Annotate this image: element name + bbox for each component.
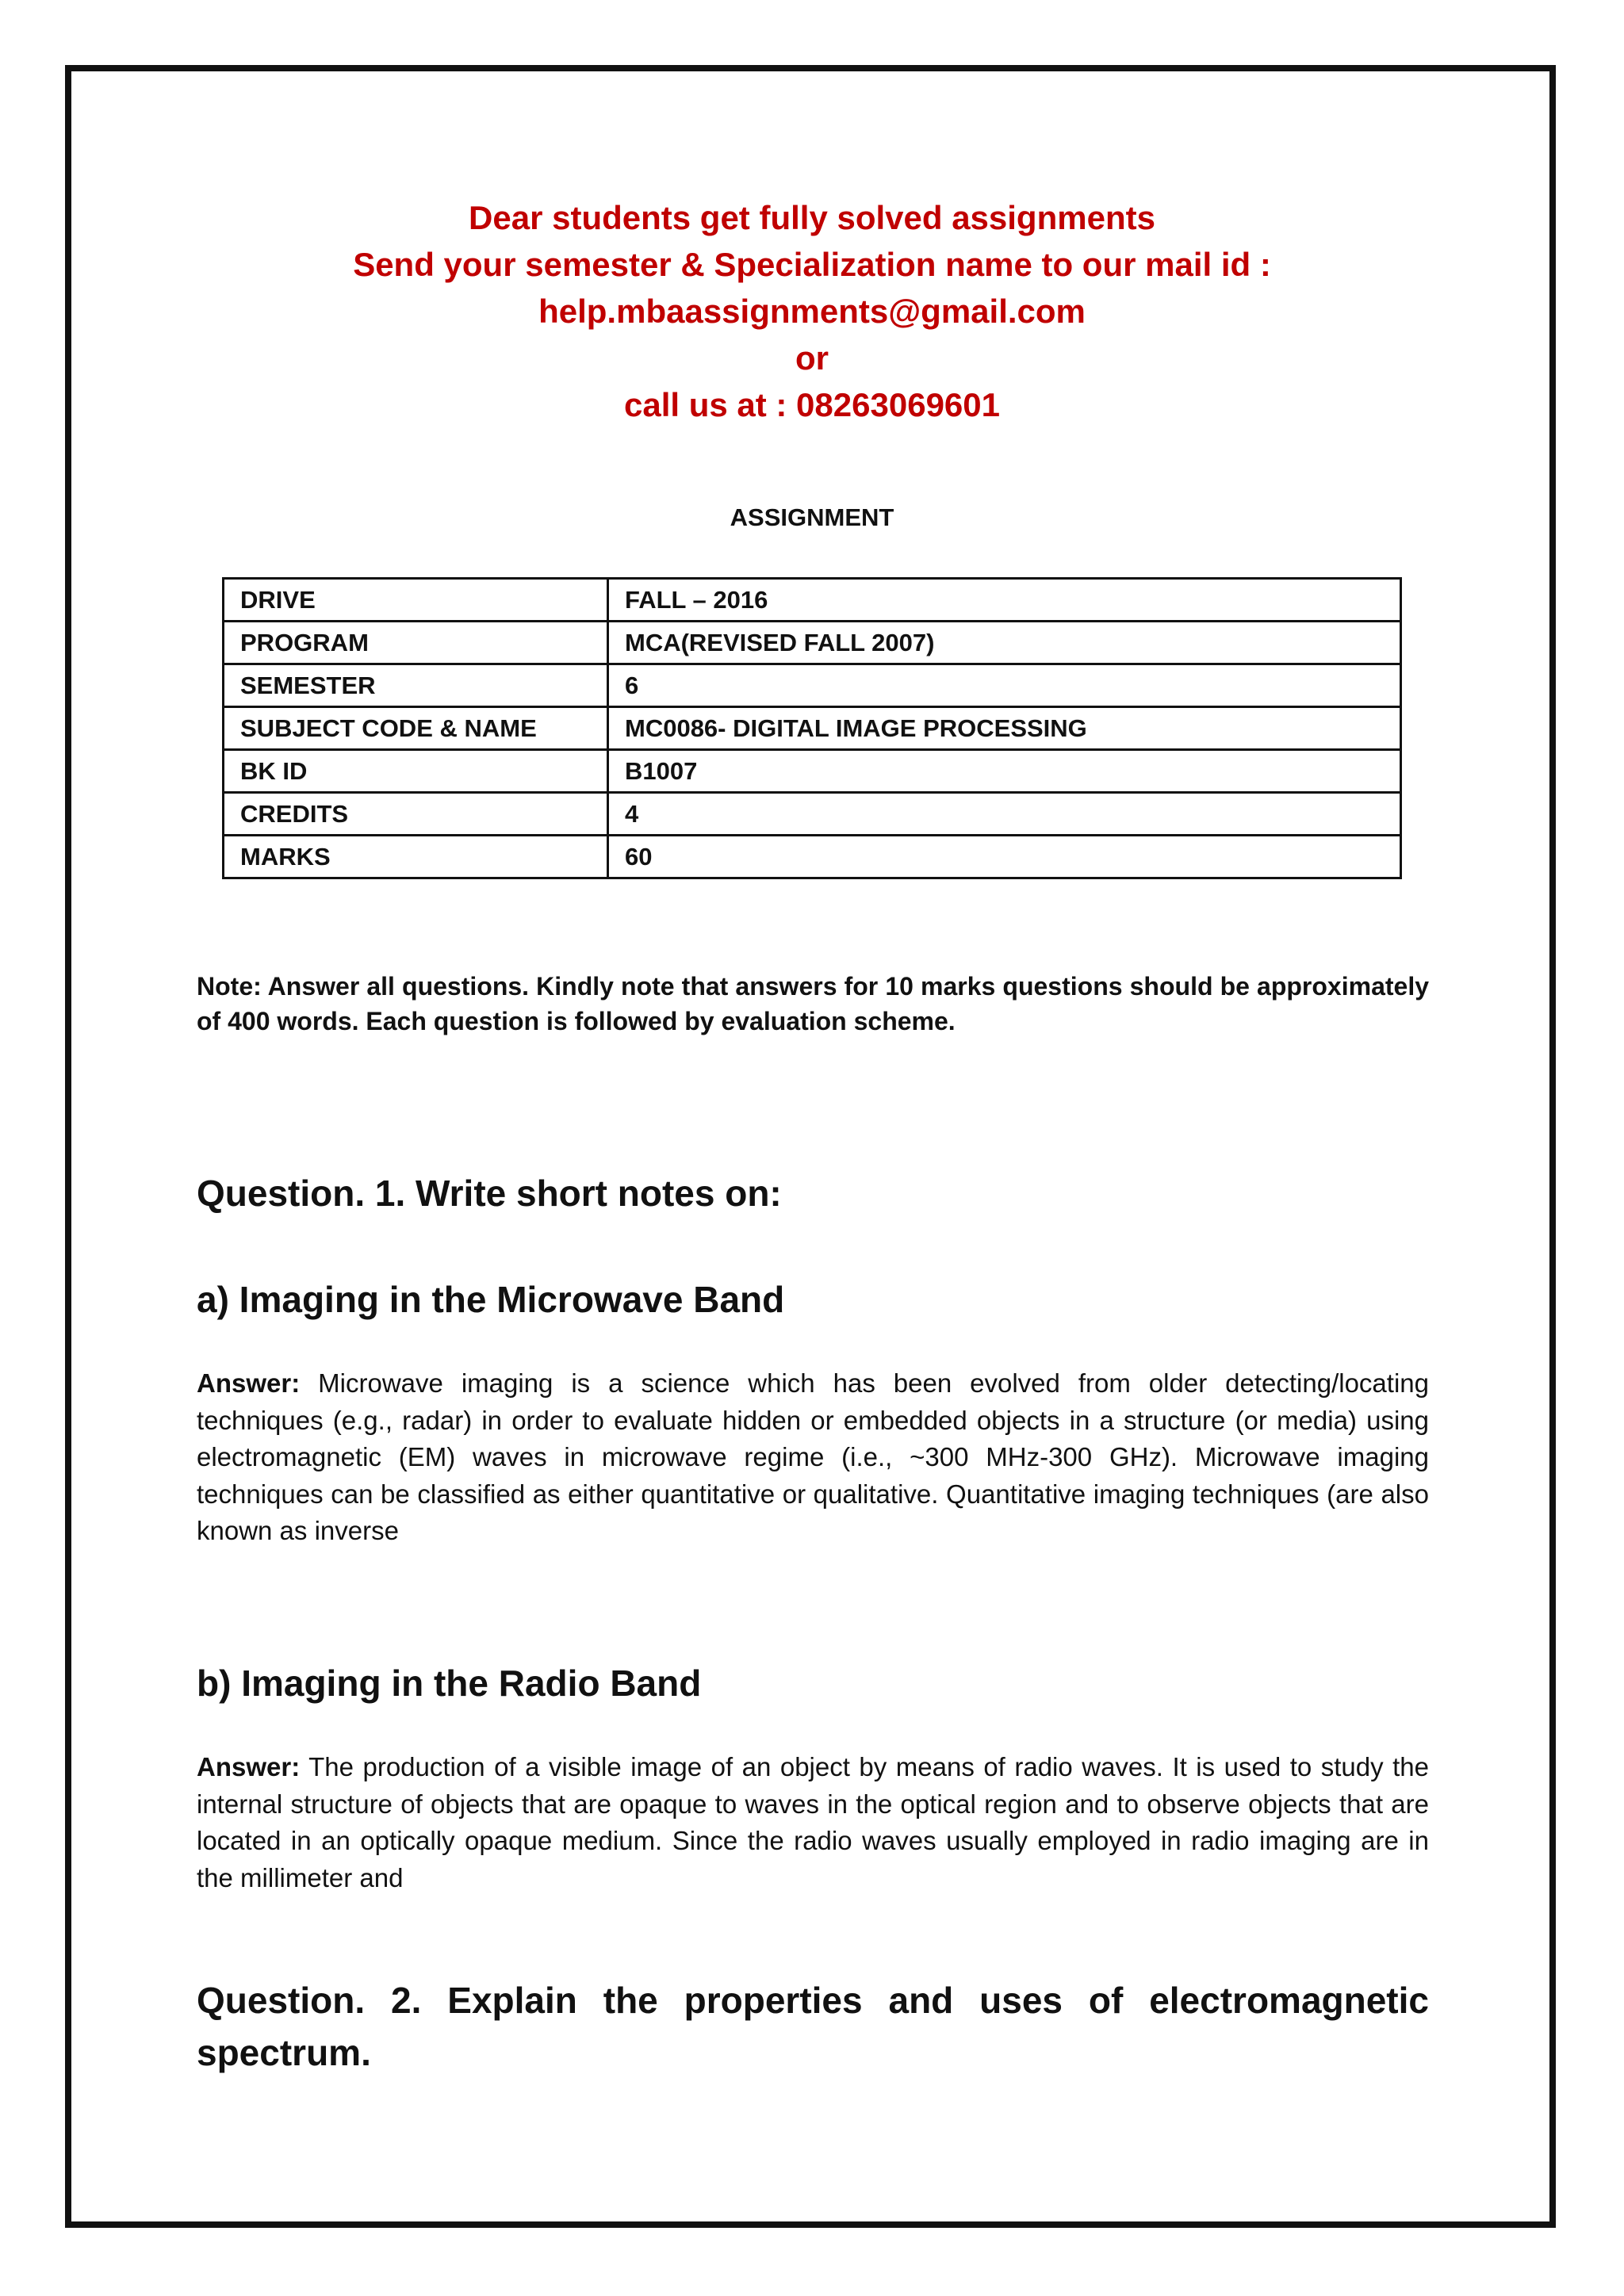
- answer-text: Microwave imaging is a science which has been evolved from older detecting/locating techniques (e.g., radar) in order to evaluate hidden or embedded objects in a structure (or media) using electromagnetic (EM) waves in microwave regime (i.e., ~300 MHz-300 GHz). Microwave imaging techniques can be classified as either quantitative or qualitative. Quantitative imaging techniques (are also known as inverse: [197, 1368, 1429, 1545]
- question-2-title: Question. 2. Explain the properties and uses of electromagnetic spectrum.: [197, 1980, 1429, 2073]
- question-1b-answer: [197, 1749, 1429, 1896]
- assignment-heading: ASSIGNMENT: [730, 503, 894, 531]
- answer-text: The production of a visible image of an object by means of radio waves. It is used to study the internal structure of objects that are opaque to waves in the optical region and to observe objects that are located in an optically opaque medium. Since the radio waves usually employed in radio imaging are in the millimeter and: [197, 1752, 1429, 1892]
- row-value: MC0086- DIGITAL IMAGE PROCESSING: [608, 707, 1401, 750]
- question-1a-title: a) Imaging in the Microwave Band: [197, 1279, 785, 1320]
- promo-block: [0, 194, 1624, 428]
- table-row: [224, 622, 1401, 664]
- row-key: BK ID: [224, 750, 608, 793]
- row-key: DRIVE: [224, 579, 608, 622]
- assignment-info-table: [222, 577, 1402, 879]
- table-row: [224, 836, 1401, 878]
- table-row: [224, 793, 1401, 836]
- promo-line-1: Dear students get fully solved assignments: [469, 199, 1155, 236]
- question-1-title: Question. 1. Write short notes on:: [197, 1173, 782, 1214]
- promo-email: help.mbaassignments@gmail.com: [538, 293, 1086, 330]
- table-row: [224, 579, 1401, 622]
- table-row: [224, 707, 1401, 750]
- note-paragraph: Note: Answer all questions. Kindly note that answers for 10 marks questions should be approximately of 400 words. Each question is followed by evaluation scheme.: [197, 972, 1429, 1035]
- row-key: CREDITS: [224, 793, 608, 836]
- promo-line-2: Send your semester & Specialization name to our mail id :: [353, 246, 1271, 283]
- table-row: [224, 664, 1401, 707]
- row-key: PROGRAM: [224, 622, 608, 664]
- row-value: 60: [608, 836, 1401, 878]
- row-key: MARKS: [224, 836, 608, 878]
- row-value: 4: [608, 793, 1401, 836]
- table-row: [224, 750, 1401, 793]
- question-1a-answer: [197, 1365, 1429, 1550]
- row-value: B1007: [608, 750, 1401, 793]
- row-value: FALL – 2016: [608, 579, 1401, 622]
- row-value: MCA(REVISED FALL 2007): [608, 622, 1401, 664]
- question-1b-title: b) Imaging in the Radio Band: [197, 1663, 702, 1704]
- promo-call: call us at : 08263069601: [623, 386, 1001, 423]
- row-key: SUBJECT CODE & NAME: [224, 707, 608, 750]
- row-key: SEMESTER: [224, 664, 608, 707]
- answer-label: Answer:: [197, 1752, 301, 1781]
- answer-label: Answer:: [197, 1368, 301, 1398]
- row-value: 6: [608, 664, 1401, 707]
- promo-or: or: [795, 339, 829, 377]
